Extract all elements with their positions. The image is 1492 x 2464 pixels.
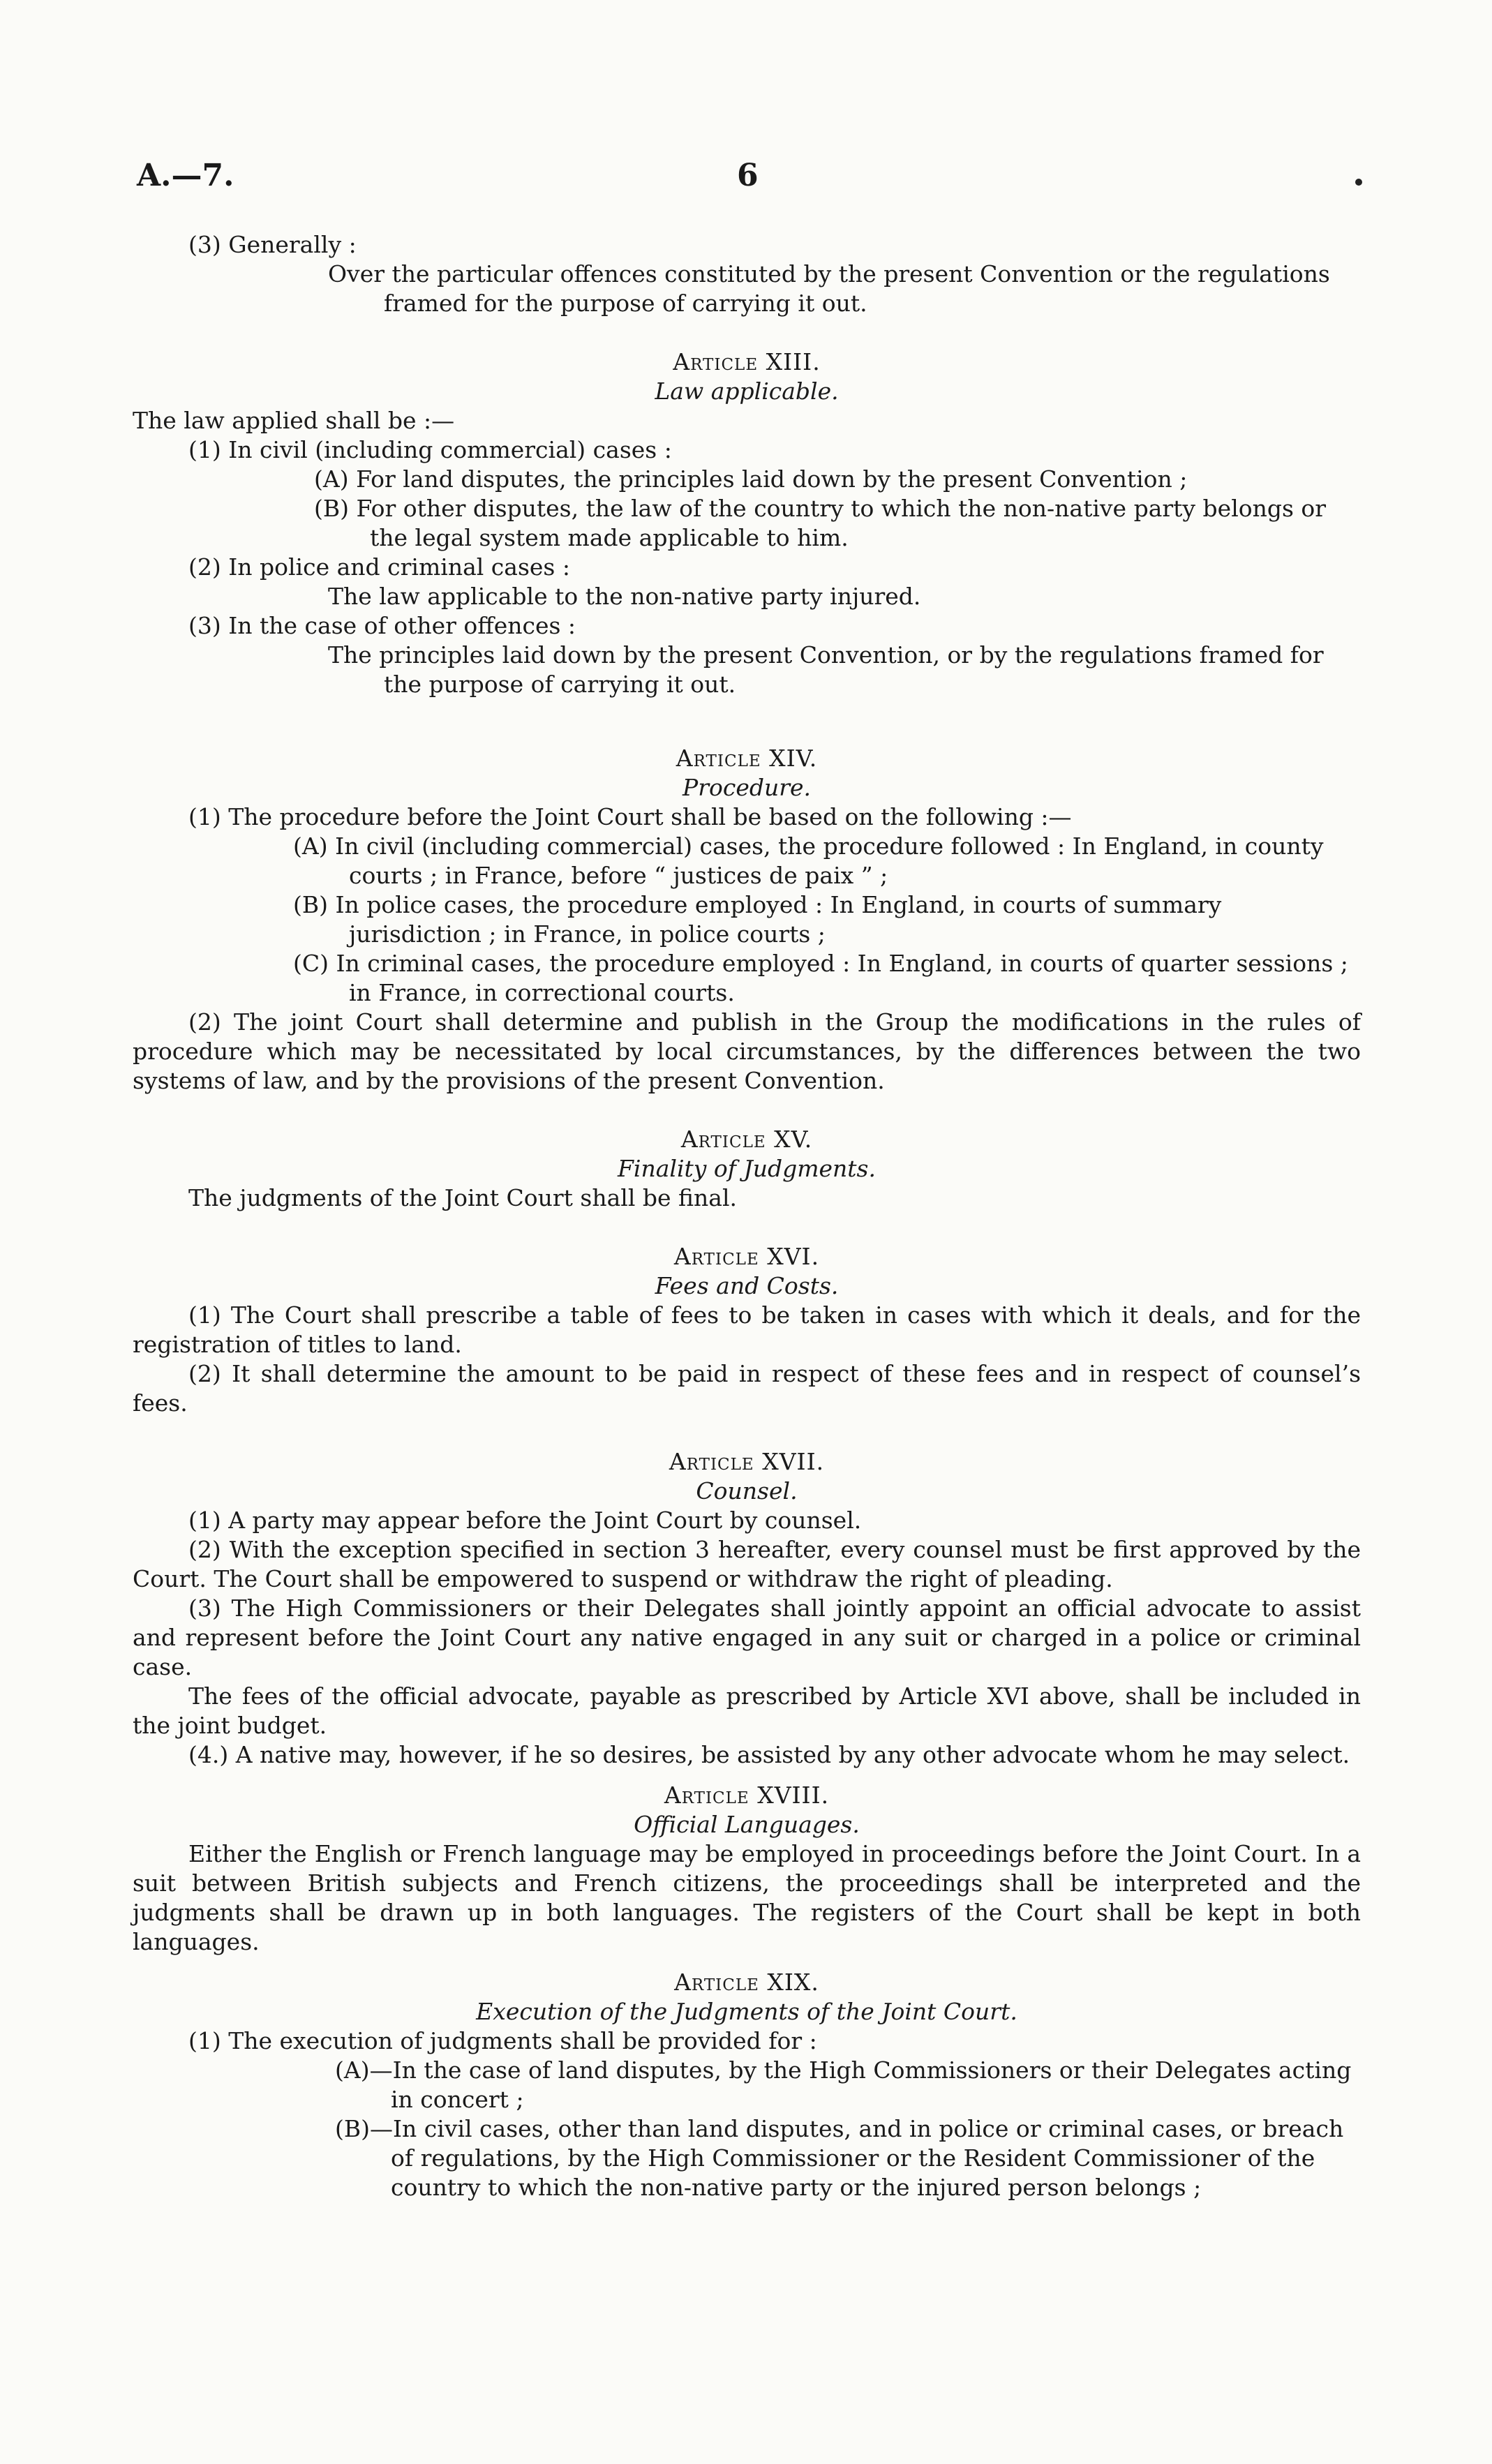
article-18-text: Either the English or French language may be employed in proceedings before the Joint Court. In a suit between British subjects and French citizens, the proceedings shall be interpreted and the judgments shall be drawn up in both languages. The registers of the Court shall be kept in both languages. <box>133 1840 1361 1955</box>
article-17-title: Article XVII. <box>669 1448 825 1475</box>
page-number: 6 <box>737 158 759 193</box>
article-16-title: Article XVI. <box>673 1243 820 1270</box>
article-13-item-1: (1) In civil (including commercial) cases : <box>188 436 672 463</box>
article-17-para-1: (1) A party may appear before the Joint Court by counsel. <box>188 1507 862 1534</box>
article-13-subtitle: Law applicable. <box>655 378 839 405</box>
article-19-item-1: (1) The execution of judgments shall be provided for : <box>188 2027 817 2054</box>
intro-item: (3) Generally : <box>188 231 357 258</box>
article-16-subtitle: Fees and Costs. <box>655 1272 839 1299</box>
document-reference: A.—7. <box>137 158 234 193</box>
article-13-item-3-text: The principles laid down by the present Convention, or by the regulations framed for the purpose of carrying it out. <box>328 641 1324 698</box>
article-13-lead: The law applied shall be :— <box>133 407 455 434</box>
article-13-item-2-text: The law applicable to the non-native party injured. <box>328 583 921 610</box>
article-14-subtitle: Procedure. <box>682 774 812 801</box>
ink-dot <box>1355 179 1362 186</box>
article-14-item-1: (1) The procedure before the Joint Court shall be based on the following :— <box>188 803 1072 830</box>
article-19-subtitle: Execution of the Judgments of the Joint Court. <box>476 1998 1017 2025</box>
article-16-para-2: (2) It shall determine the amount to be paid in respect of these fees and in respect of counsel’s fees. <box>133 1360 1361 1417</box>
article-17-para-3: (3) The High Commissioners or their Delegates shall jointly appoint an official advocate to assist and represent before the Joint Court any native engaged in any suit or charged in a police or criminal case. <box>133 1595 1361 1680</box>
article-13-item-1a: (A) For land disputes, the principles laid down by the present Convention ; <box>314 465 1188 493</box>
article-17-para-5: (4.) A native may, however, if he so desires, be assisted by any other advocate whom he may select. <box>188 1741 1350 1768</box>
article-13-title: Article XIII. <box>673 348 821 375</box>
article-13-item-1b: (B) For other disputes, the law of the country to which the non-native party belongs or the legal system made applicable to him. <box>314 495 1327 551</box>
article-14-item-1a: (A) In civil (including commercial) cases, the procedure followed : In England, in county courts ; in France, before “ justices de paix ” ; <box>293 832 1324 889</box>
article-18-subtitle: Official Languages. <box>634 1811 860 1838</box>
article-14-title: Article XIV. <box>676 745 818 772</box>
intro-text: Over the particular offences constituted by the present Convention or the regulations framed for the purpose of carrying it out. <box>328 260 1330 317</box>
document-body <box>133 230 1361 2202</box>
article-17-subtitle: Counsel. <box>696 1477 798 1504</box>
article-18-title: Article XVIII. <box>664 1782 830 1809</box>
page-header <box>137 158 1355 200</box>
article-14-item-2: (2) The joint Court shall determine and publish in the Group the modifications in the rules of procedure which may be necessitated by local circumstances, by the differences between the two systems of law, and by the provisions of the present Convention. <box>133 1008 1361 1094</box>
article-15-text: The judgments of the Joint Court shall be final. <box>188 1184 738 1211</box>
article-15-title: Article XV. <box>680 1126 813 1153</box>
article-17-para-2: (2) With the exception specified in section 3 hereafter, every counsel must be first approved by the Court. The Court shall be empowered to suspend or withdraw the right of pleading. <box>133 1536 1361 1592</box>
article-14-item-1c: (C) In criminal cases, the procedure employed : In England, in courts of quarter sessions ; in France, in correctional courts. <box>293 950 1348 1006</box>
article-19-title: Article XIX. <box>674 1969 819 1996</box>
article-13-item-2: (2) In police and criminal cases : <box>188 553 570 581</box>
article-15-subtitle: Finality of Judgments. <box>618 1155 876 1182</box>
article-17-para-4: The fees of the official advocate, payable as prescribed by Article XVI above, shall be included in the joint budget. <box>133 1682 1361 1739</box>
article-13-item-3: (3) In the case of other offences : <box>188 612 576 639</box>
article-16-para-1: (1) The Court shall prescribe a table of fees to be taken in cases with which it deals, and for the registration of titles to land. <box>133 1301 1361 1358</box>
article-19-item-1a: (A)—In the case of land disputes, by the High Commissioners or their Delegates acting in concert ; <box>335 2056 1352 2113</box>
article-14-item-1b: (B) In police cases, the procedure employed : In England, in courts of summary jurisdiction ; in France, in police courts ; <box>293 891 1222 948</box>
article-19-item-1b: (B)—In civil cases, other than land disputes, and in police or criminal cases, or breach of regulations, by the High Commissioner or the Resident Commissioner of the country to which the non-native party or the injured person belongs ; <box>335 2115 1344 2201</box>
